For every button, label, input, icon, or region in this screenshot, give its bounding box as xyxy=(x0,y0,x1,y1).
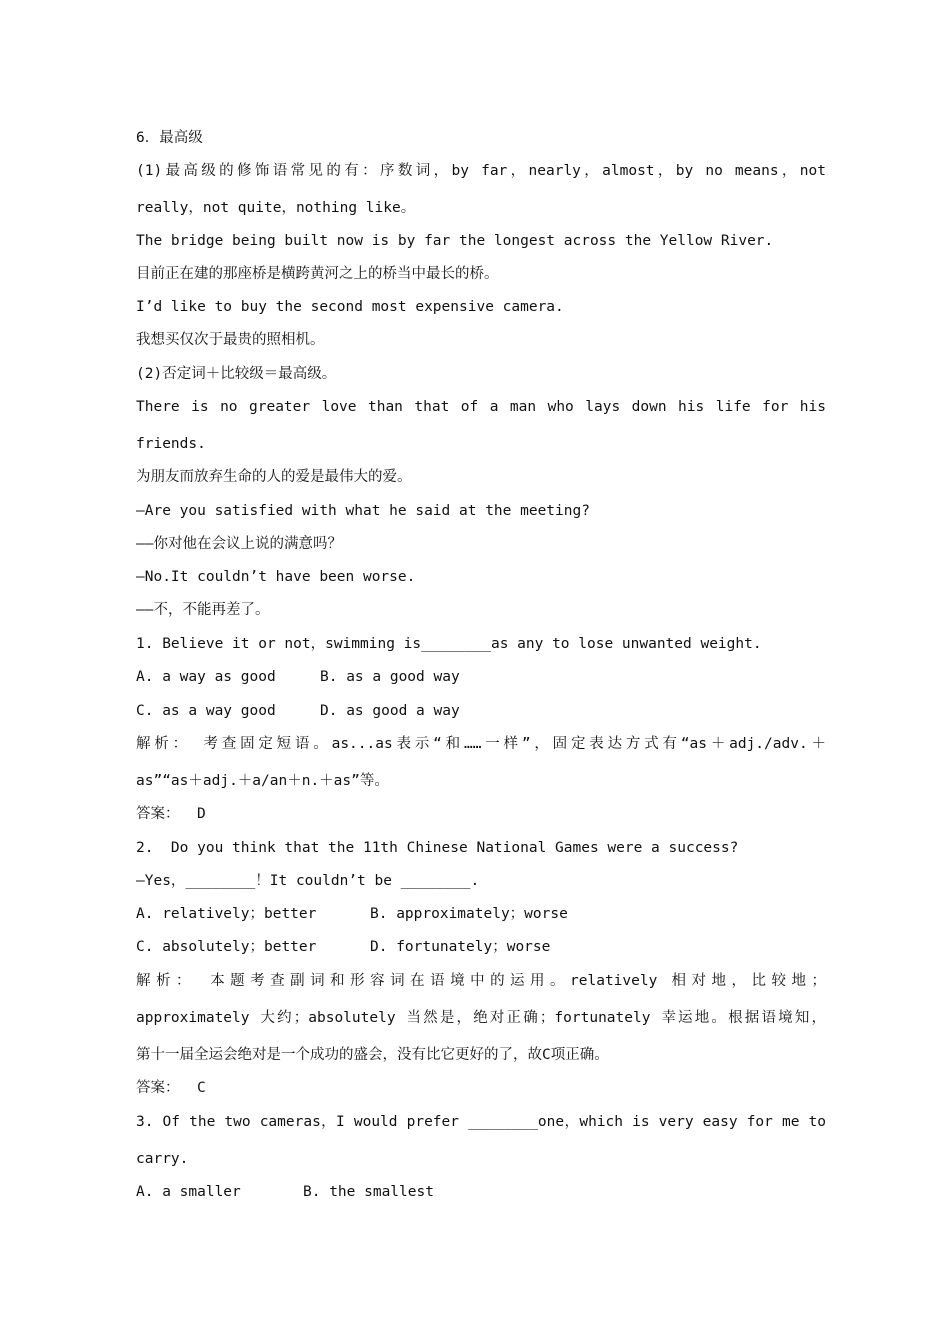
question-1-option-a: A. a way as good xyxy=(136,669,276,685)
question-2-stem: 2. Do you think that the 11th Chinese National Games were a success? xyxy=(136,840,739,856)
question-3-option-a: A. a smaller xyxy=(136,1184,241,1200)
question-1-option-c: C. as a way good xyxy=(136,703,276,719)
example-3-english-line-2: friends. xyxy=(136,436,206,452)
question-3-option-b: B. the smallest xyxy=(303,1184,434,1200)
section-heading: 6．最高级 xyxy=(136,130,203,146)
question-2-option-d: D. fortunately；worse xyxy=(370,939,551,955)
question-2-option-c: C. absolutely；better xyxy=(136,939,317,955)
question-1-option-b: B. as a good way xyxy=(320,669,460,685)
paragraph-1-line-2: really，not quite，nothing like。 xyxy=(136,200,416,216)
example-1-chinese: 目前正在建的那座桥是横跨黄河之上的桥当中最长的桥。 xyxy=(136,266,499,282)
question-3-stem-line-2: carry. xyxy=(136,1151,189,1167)
question-2-answer: 答案： C xyxy=(136,1080,206,1096)
example-2-english: I’d like to buy the second most expensive camera. xyxy=(136,299,564,315)
question-2-stem-line-2: —Yes，________！It couldn’t be ________. xyxy=(136,873,480,889)
dialogue-line-3: —No.It couldn’t have been worse. xyxy=(136,569,416,585)
dialogue-line-2: ——你对他在会议上说的满意吗？ xyxy=(136,536,342,552)
dialogue-line-4: ——不，不能再差了。 xyxy=(136,602,270,618)
question-2-explanation-line-3: 第十一届全运会绝对是一个成功的盛会，没有比它更好的了，故C项正确。 xyxy=(136,1047,609,1063)
question-2-option-b: B. approximately；worse xyxy=(370,906,568,922)
paragraph-1-line-1: (1)最高级的修饰语常见的有：序数词，by far，nearly，almost，by no means，not xyxy=(136,163,826,179)
example-1-english: The bridge being built now is by far the longest across the Yellow River. xyxy=(136,233,774,249)
question-2-explanation-line-1: 解析： 本题考查副词和形容词在语境中的运用。relatively 相对地，比较地； xyxy=(136,973,826,989)
question-1-answer: 答案： D xyxy=(136,806,206,822)
question-3-stem-line-1: 3. Of the two cameras，I would prefer ________one，which is very easy for me to xyxy=(136,1114,826,1130)
example-3-chinese: 为朋友而放弃生命的人的爱是最伟大的爱。 xyxy=(136,469,412,485)
question-2-explanation-line-2: approximately 大约；absolutely 当然是，绝对正确；fortunately 幸运地。根据语境知， xyxy=(136,1010,826,1026)
question-1-explanation-line-1: 解析： 考查固定短语。as...as表示“和……一样”，固定表达方式有“as＋adj./adv.＋ xyxy=(136,736,826,752)
example-3-english-line-1: There is no greater love than that of a man who lays down his life for his xyxy=(136,399,826,415)
question-1-explanation-line-2: as”“as＋adj.＋a/an＋n.＋as”等。 xyxy=(136,773,389,789)
question-1-stem: 1. Believe it or not，swimming is________as any to lose unwanted weight. xyxy=(136,636,762,652)
paragraph-2: (2)否定词＋比较级＝最高级。 xyxy=(136,366,337,382)
question-1-option-d: D. as good a way xyxy=(320,703,460,719)
question-2-option-a: A. relatively；better xyxy=(136,906,317,922)
example-2-chinese: 我想买仅次于最贵的照相机。 xyxy=(136,332,325,348)
dialogue-line-1: —Are you satisfied with what he said at the meeting? xyxy=(136,503,590,519)
